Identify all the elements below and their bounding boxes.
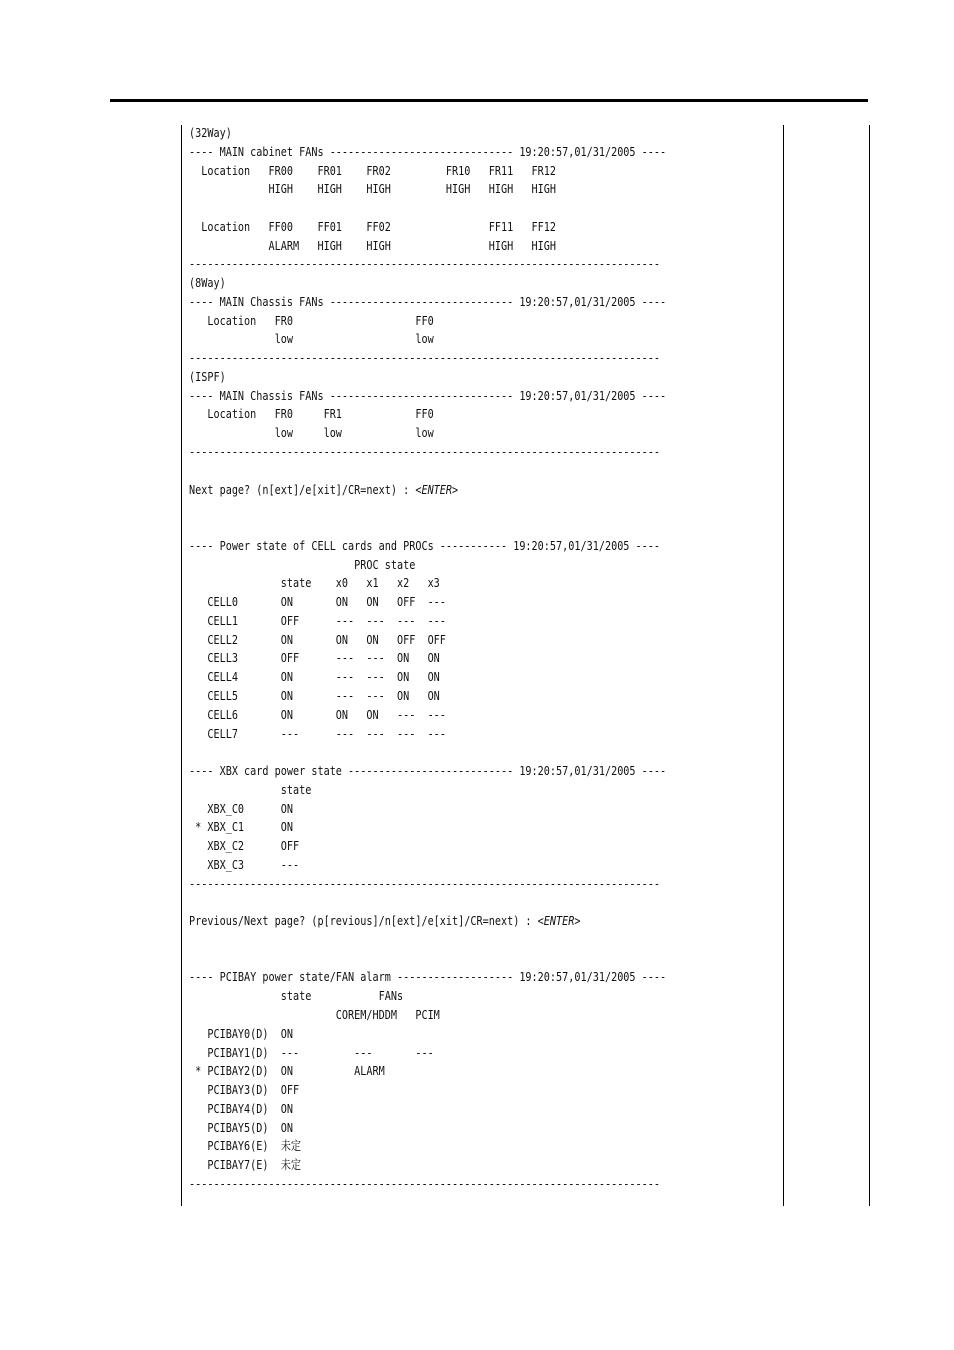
terminal-line: PCIBAY3(D) OFF [189,1082,300,1098]
terminal-line: ----------------------------------------------------------------------------- [189,1175,661,1191]
terminal-output [189,124,673,1194]
terminal-line: state [189,781,312,797]
terminal-line: Location FR0 FR1 FF0 [189,406,434,422]
terminal-line: ---- Power state of CELL cards and PROCs ----------- 19:20:57,01/31/2005 ---- [189,537,661,553]
terminal-line: PCIBAY5(D) ON [189,1119,293,1135]
left-border [181,125,182,1206]
terminal-line: low low [189,331,434,347]
terminal-line: ----------------------------------------------------------------------------- [189,350,661,366]
terminal-line: XBX_C0 ON [189,800,293,816]
terminal-line [189,893,673,912]
terminal-line: PCIBAY0(D) ON [189,1025,293,1041]
terminal-line: CELL6 ON ON ON --- --- [189,706,446,722]
terminal-line: PCIBAY7(E) 未定 [189,1157,302,1173]
terminal-line: XBX_C3 --- [189,856,300,872]
terminal-line: CELL0 ON ON ON OFF --- [189,594,446,610]
terminal-line: (32Way) [189,125,232,140]
terminal-line: ----------------------------------------------------------------------------- [189,444,661,460]
terminal-line: state FANs [189,988,404,1004]
terminal-line: low low low [189,425,434,441]
terminal-line: PROC state [189,556,416,572]
terminal-line: Next page? (n[ext]/e[xit]/CR=next) : [189,481,416,497]
terminal-line [189,518,673,537]
terminal-line [189,499,673,518]
terminal-line: Location FF00 FF01 FF02 FF11 FF12 [189,218,557,234]
terminal-line: Location FR00 FR01 FR02 FR10 FR11 FR12 [189,162,557,178]
right-border [783,125,784,1206]
terminal-line: Location FR0 FF0 [189,312,434,328]
terminal-line: ---- MAIN cabinet FANs ------------------------------ 19:20:57,01/31/2005 ---- [189,143,667,159]
terminal-line [189,199,673,218]
margin-border [869,125,870,1206]
terminal-line [189,931,673,950]
terminal-line: ----------------------------------------------------------------------------- [189,875,661,891]
terminal-line: ALARM HIGH HIGH HIGH HIGH [189,237,557,253]
terminal-line: ----------------------------------------------------------------------------- [189,256,661,272]
terminal-line: CELL4 ON --- --- ON ON [189,669,440,685]
terminal-line [189,743,673,762]
terminal-line [189,462,673,481]
terminal-line: CELL2 ON ON ON OFF OFF [189,631,446,647]
terminal-line: * PCIBAY2(D) ON ALARM [189,1063,385,1079]
terminal-line: PCIBAY6(E) 未定 [189,1138,302,1154]
terminal-line: HIGH HIGH HIGH HIGH HIGH HIGH [189,181,557,197]
terminal-line: COREM/HDDM PCIM [189,1007,440,1023]
terminal-line: CELL5 ON --- --- ON ON [189,687,440,703]
terminal-line: * XBX_C1 ON [189,819,293,835]
terminal-line: CELL3 OFF --- --- ON ON [189,650,440,666]
top-rule [110,99,868,102]
terminal-line: ---- PCIBAY power state/FAN alarm ------------------- 19:20:57,01/31/2005 ---- [189,969,667,985]
terminal-line: (8Way) [189,275,226,291]
terminal-line: ---- MAIN Chassis FANs ------------------------------ 19:20:57,01/31/2005 ---- [189,293,667,309]
terminal-line: CELL7 --- --- --- --- --- [189,725,446,741]
terminal-line: ---- MAIN Chassis FANs ------------------------------ 19:20:57,01/31/2005 ---- [189,387,667,403]
terminal-line [189,950,673,969]
terminal-line: Previous/Next page? (p[revious]/n[ext]/e[xit]/CR=next) : [189,913,538,929]
terminal-line: XBX_C2 OFF [189,838,300,854]
terminal-line: PCIBAY4(D) ON [189,1100,293,1116]
prompt-input: <ENTER> [537,913,581,929]
terminal-line: state x0 x1 x2 x3 [189,575,440,591]
terminal-line: PCIBAY1(D) --- --- --- [189,1044,434,1060]
terminal-line: CELL1 OFF --- --- --- --- [189,612,446,628]
prompt-input: <ENTER> [415,481,459,497]
terminal-line: (ISPF) [189,368,226,384]
terminal-line: ---- XBX card power state --------------------------- 19:20:57,01/31/2005 ---- [189,763,667,779]
